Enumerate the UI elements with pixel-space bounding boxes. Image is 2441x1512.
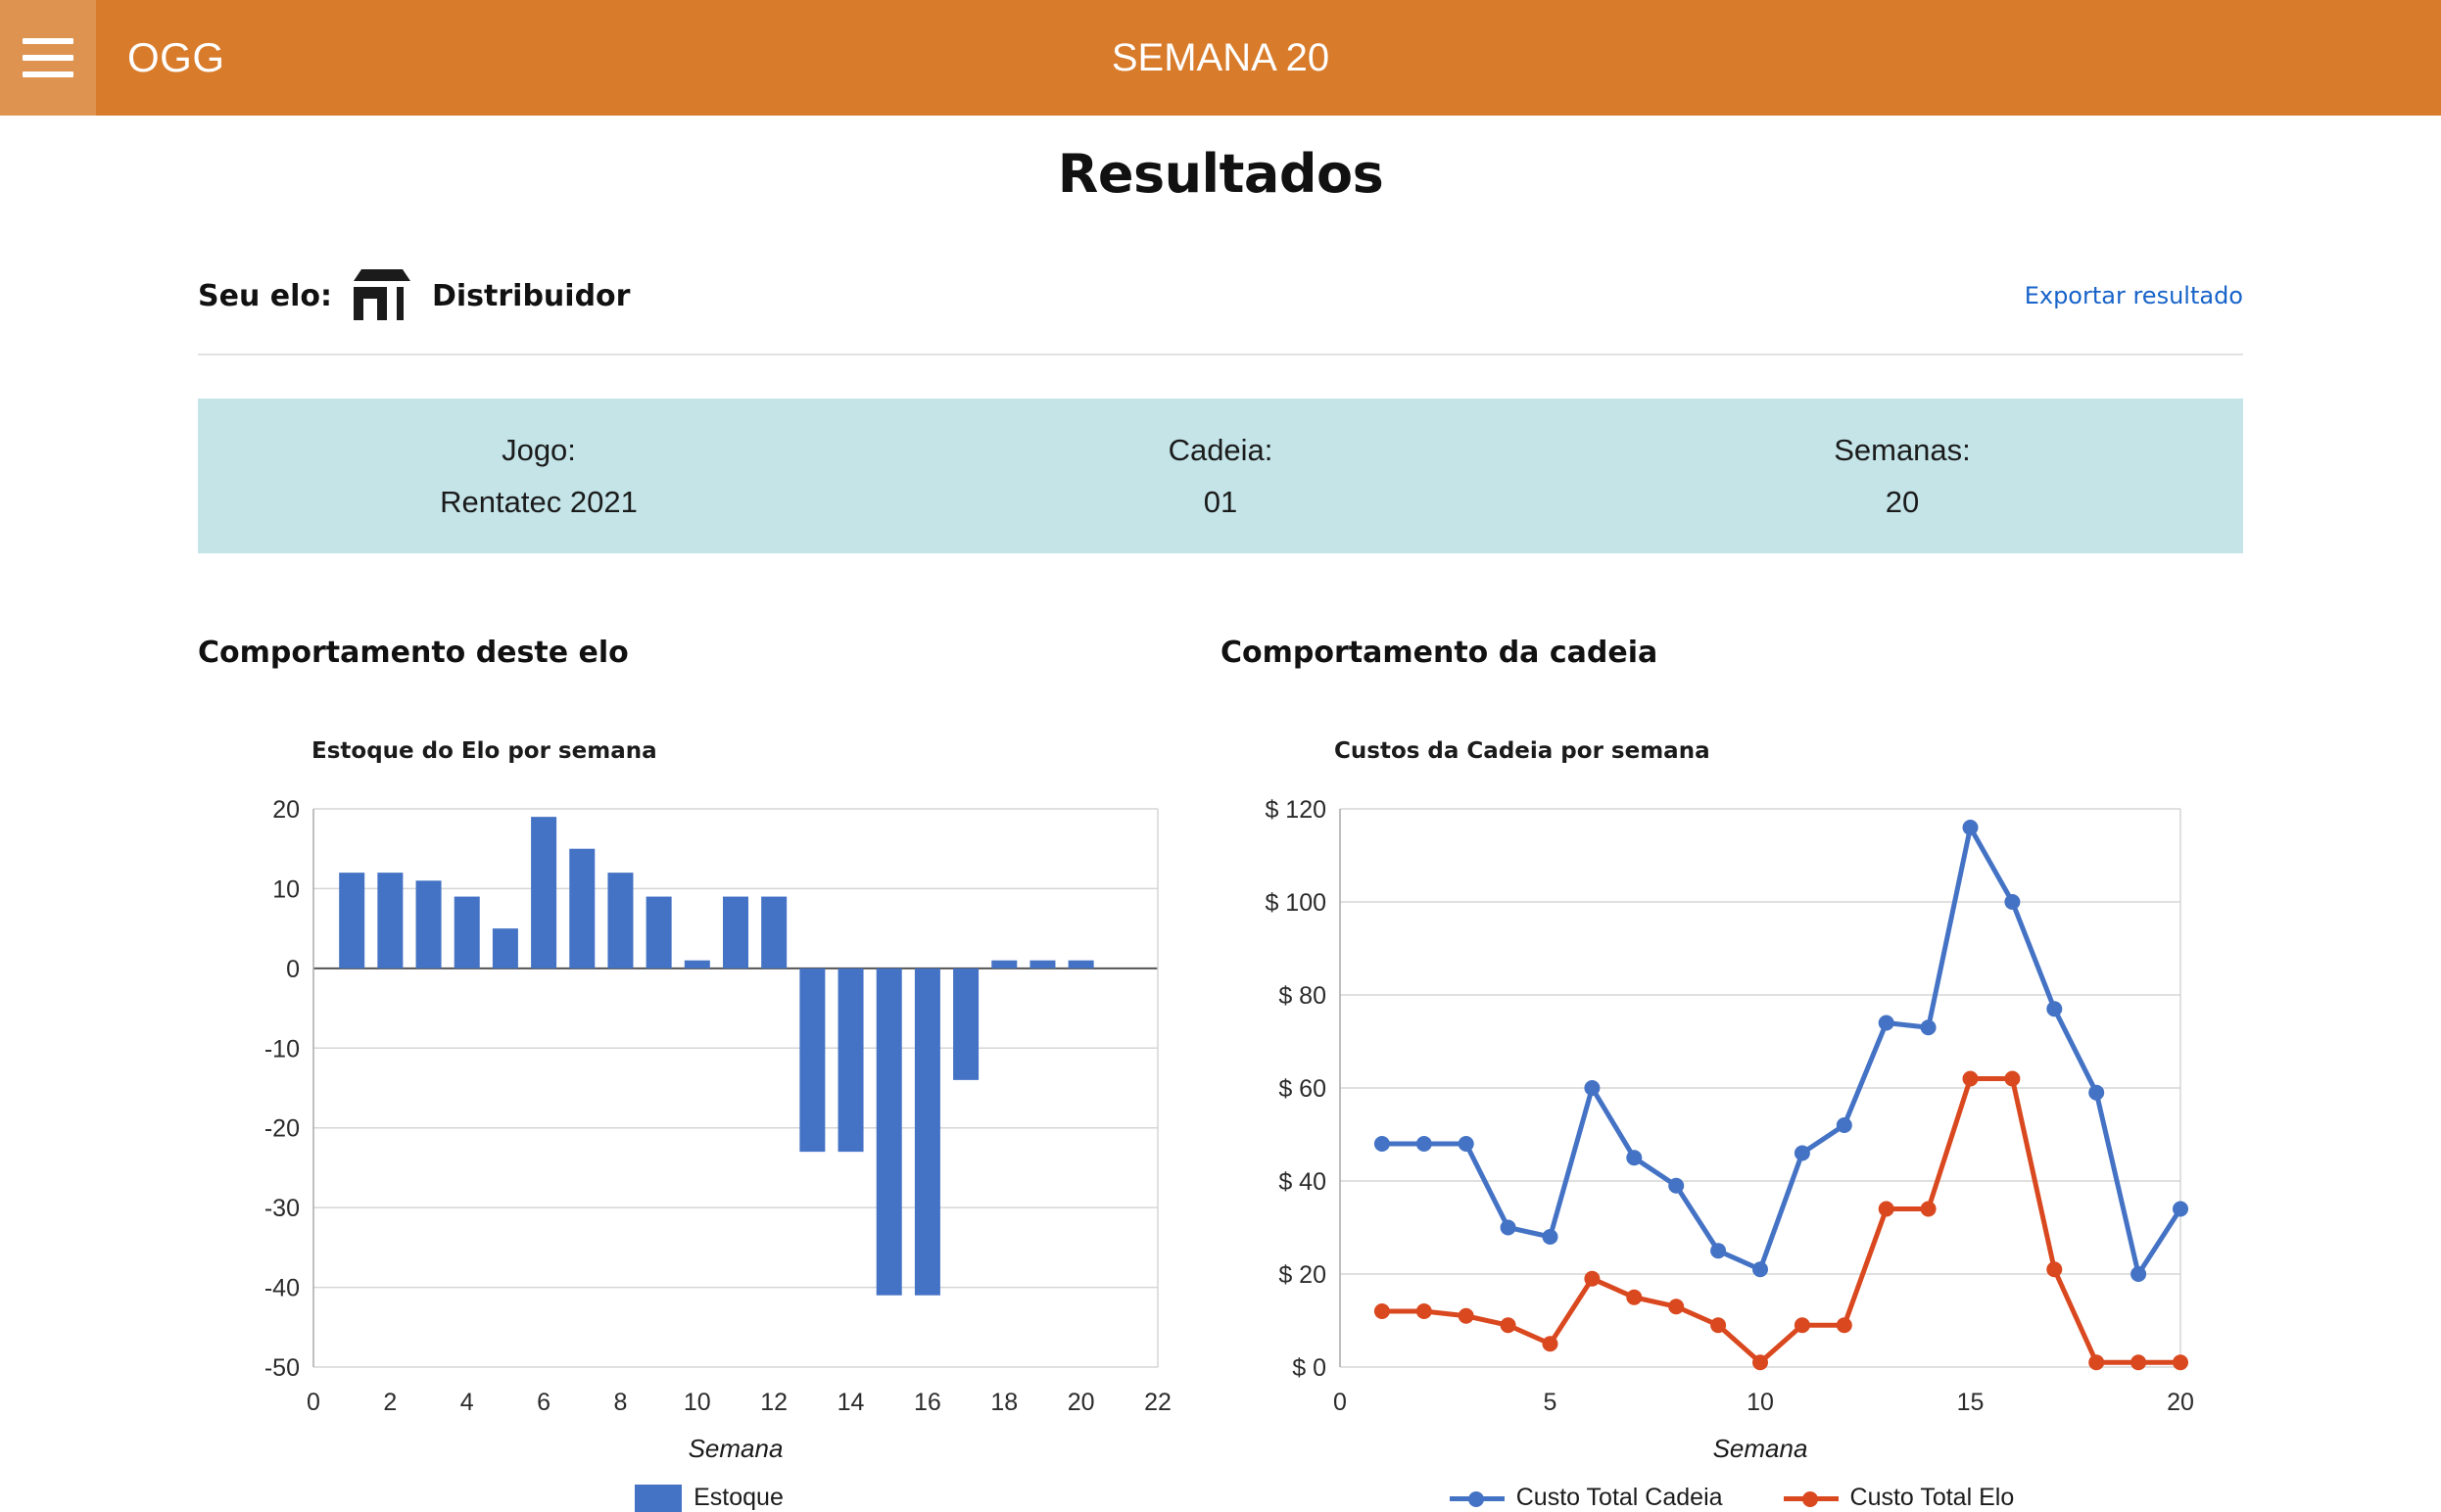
x-tick-label: 10 [1747,1389,1774,1416]
bar [1069,961,1094,969]
legend-label: Custo Total Elo [1849,1484,2015,1511]
bar [416,880,442,969]
y-tick-label: $ 40 [1278,1168,1326,1196]
series-point [1921,1019,1937,1035]
series-point [1459,1308,1474,1324]
y-tick-label: $ 80 [1278,982,1326,1010]
y-tick-label: -40 [263,1274,300,1302]
shop-icon [346,265,418,326]
legend-label: Custo Total Cadeia [1515,1484,1723,1511]
export-result-link[interactable]: Exportar resultado [2024,282,2243,309]
elo-label: Seu elo: [198,278,332,313]
x-tick-label: 14 [837,1389,865,1416]
x-tick-label: 0 [307,1389,320,1416]
series-point [1501,1220,1516,1236]
current-week-label: SEMANA 20 [1111,35,1330,79]
x-tick-label: 10 [683,1389,711,1416]
series-point [1668,1299,1684,1314]
bar [455,897,480,969]
hamburger-bar [23,71,73,77]
x-tick-label: 6 [537,1389,551,1416]
bar [646,897,672,969]
y-tick-label: $ 120 [1265,796,1326,824]
section-heading-elo: Comportamento deste elo [198,636,629,670]
series-point [2046,1261,2062,1277]
series-point [1795,1146,1810,1161]
bar-chart-title: Estoque do Elo por semana [311,738,657,764]
info-value: 20 [1885,484,1920,519]
hamburger-menu-icon[interactable] [0,0,96,116]
series-point [2004,894,2020,910]
line-chart[interactable] [1220,787,2243,1478]
bar [1029,961,1055,969]
series-point [2173,1354,2188,1370]
series-point [1416,1303,1432,1319]
elo-name: Distribuidor [432,278,631,313]
charts-area [198,636,2243,1512]
x-tick-label: 12 [760,1389,789,1416]
series-point [1879,1202,1894,1217]
hamburger-bar [23,55,73,61]
y-tick-label: -30 [263,1195,300,1223]
y-tick-label: $ 100 [1265,889,1326,917]
series-point [1374,1303,1390,1319]
y-tick-label: 0 [286,955,300,983]
game-info-banner [198,399,2243,553]
x-tick-label: 5 [1543,1389,1557,1416]
chart-column-chain [1220,636,2243,1512]
app-brand[interactable]: OGG [127,34,225,80]
info-cell-weeks [1561,433,2243,520]
elo-row [198,265,2243,355]
info-key: Semanas: [1834,432,1971,467]
x-tick-label: 16 [914,1389,941,1416]
bar [569,849,595,969]
series-point [1416,1136,1432,1152]
bar [531,817,556,969]
info-value: 01 [1203,484,1238,519]
series-point [2004,1071,2020,1087]
bar [877,969,902,1296]
x-tick-label: 2 [383,1389,398,1416]
series-point [1584,1080,1600,1096]
legend-label: Estoque [694,1484,784,1511]
page-content [0,265,2441,1512]
bar [685,961,710,969]
bar [915,969,940,1296]
series-point [1963,820,1979,835]
line-chart-title: Custos da Cadeia por semana [1334,738,1710,764]
x-tick-label: 18 [990,1389,1019,1416]
x-tick-label: 8 [613,1389,628,1416]
x-tick-label: 0 [1333,1389,1347,1416]
series-point [2130,1354,2146,1370]
x-tick-label: 4 [459,1389,474,1416]
info-cell-game [198,433,880,520]
info-key: Jogo: [502,432,576,467]
series-point [1584,1271,1600,1287]
series-point [1668,1178,1684,1194]
info-value: Rentatec 2021 [440,484,638,519]
series-point [1374,1136,1390,1152]
series-point [1543,1336,1558,1351]
series-point [1752,1354,1768,1370]
x-tick-label: 15 [1956,1389,1985,1416]
bar [493,928,518,969]
x-tick-label: 20 [2167,1389,2194,1416]
bar [339,873,364,969]
series-point [1795,1317,1810,1333]
x-axis-title: Semana [1712,1434,1808,1463]
series-point [2173,1202,2188,1217]
y-tick-label: $ 0 [1292,1354,1326,1382]
series-point [2088,1085,2104,1101]
series-line [1382,827,2180,1274]
hamburger-bar [23,38,73,44]
series-point [1710,1317,1726,1333]
top-app-bar [0,0,2441,116]
y-tick-label: $ 60 [1278,1075,1326,1103]
series-point [1921,1202,1937,1217]
series-point [2088,1354,2104,1370]
bar [723,897,748,969]
bar [761,897,787,969]
series-point [1837,1317,1852,1333]
series-point [1837,1117,1852,1133]
bar [991,961,1017,969]
section-heading-chain: Comportamento da cadeia [1220,636,1658,670]
bar [607,873,633,969]
info-cell-chain [880,433,1561,520]
series-point [1501,1317,1516,1333]
series-point [1710,1243,1726,1258]
y-tick-label: -10 [263,1035,300,1063]
bar [799,969,825,1152]
elo-identity [198,265,630,326]
x-tick-label: 22 [1144,1389,1172,1416]
series-point [1626,1290,1642,1305]
chart-column-elo [198,636,1220,1512]
x-axis-title: Semana [688,1434,784,1463]
bar [838,969,864,1152]
y-tick-label: 20 [272,796,300,824]
bar [377,873,403,969]
series-point [2046,1001,2062,1016]
series-point [2130,1266,2146,1282]
series-point [1752,1261,1768,1277]
bar [953,969,979,1080]
series-point [1879,1016,1894,1031]
y-tick-label: -50 [263,1354,300,1382]
y-tick-label: -20 [263,1114,300,1143]
page-title: Resultados [1057,143,1384,205]
series-point [1626,1150,1642,1165]
x-tick-label: 20 [1067,1389,1095,1416]
bar-chart[interactable] [198,787,1220,1478]
series-line [1382,1079,2180,1363]
y-tick-label: $ 20 [1278,1261,1326,1289]
series-point [1963,1071,1979,1087]
series-point [1459,1136,1474,1152]
y-tick-label: 10 [272,875,300,904]
series-point [1543,1229,1558,1245]
info-key: Cadeia: [1168,432,1273,467]
